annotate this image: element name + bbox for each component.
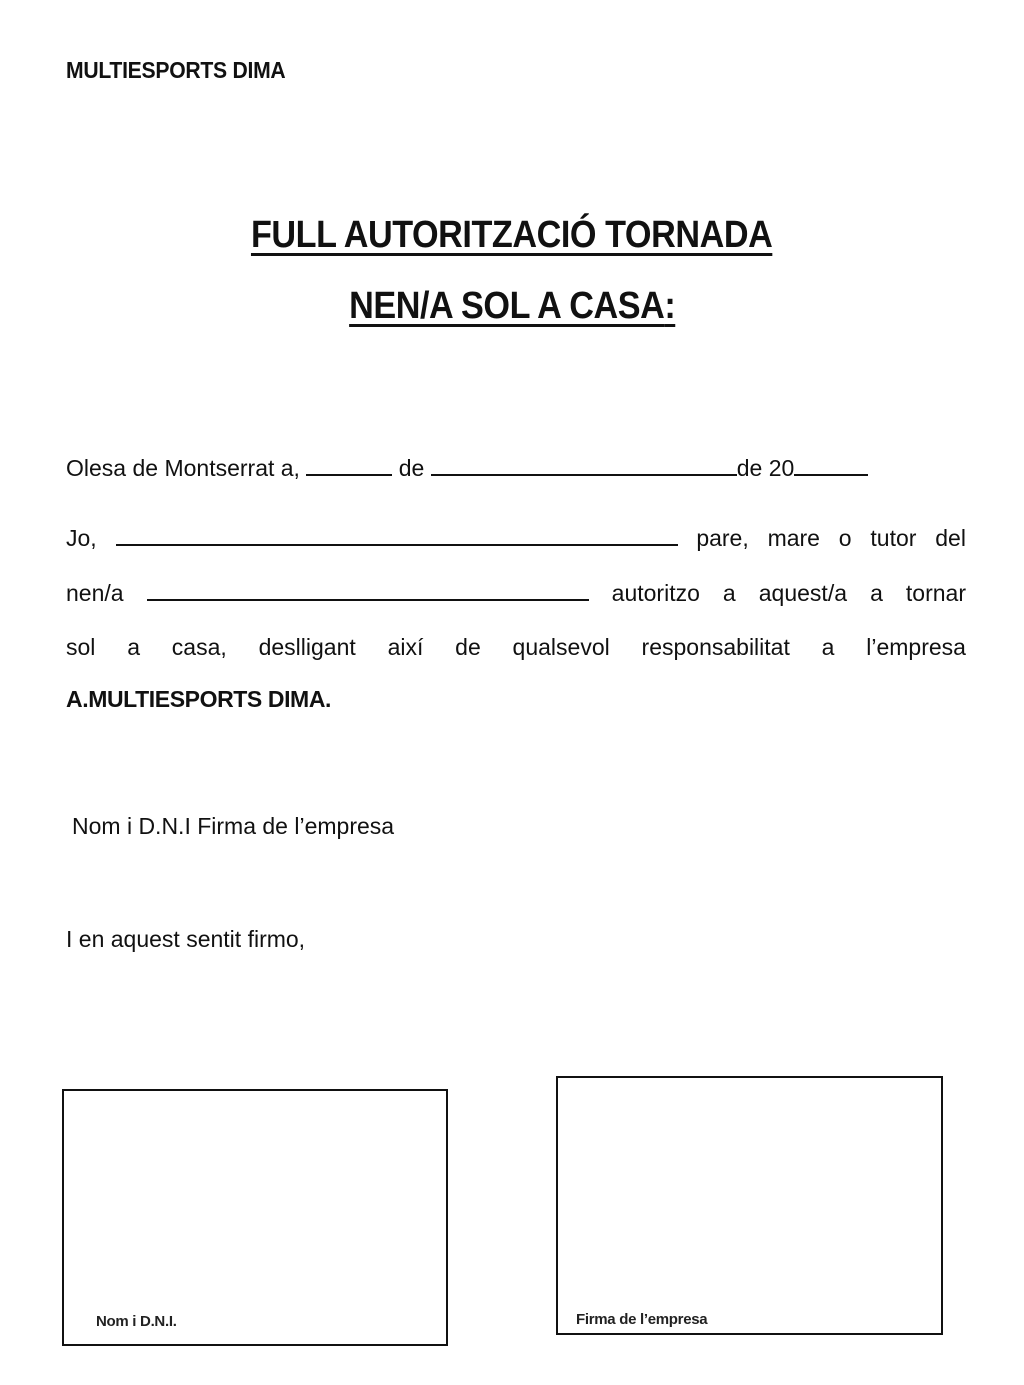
document-title-line-1 xyxy=(0,214,1024,257)
word: sol xyxy=(66,634,96,660)
title-colon: : xyxy=(664,285,676,327)
signature-box-label: Firma de l’empresa xyxy=(576,1311,708,1328)
place-label: Olesa de Montserrat a, xyxy=(66,455,300,481)
day-field[interactable] xyxy=(306,454,392,476)
word: a xyxy=(722,580,736,606)
child-name-field[interactable] xyxy=(147,579,589,601)
word: autoritzo xyxy=(611,580,700,606)
word: tornar xyxy=(905,580,966,606)
word: a xyxy=(127,634,140,660)
word: a xyxy=(870,580,883,606)
word: l’empresa xyxy=(866,634,966,660)
word: així xyxy=(387,634,424,660)
word: casa, xyxy=(171,634,227,660)
title-text-1: FULL AUTORITZACIÓ TORNADA xyxy=(251,214,773,256)
de-label: de xyxy=(398,455,425,481)
signature-box-label: Nom i D.N.I. xyxy=(96,1313,177,1330)
body-line-2 xyxy=(66,579,966,607)
date-line xyxy=(66,454,868,482)
title-text-2-main: NEN/A SOL A CASA xyxy=(348,285,665,327)
title-text-2 xyxy=(349,285,675,328)
company-name: A.MULTIESPORTS DIMA. xyxy=(66,686,332,712)
year-field[interactable] xyxy=(794,454,868,476)
word: qualsevol xyxy=(512,634,610,660)
word: de xyxy=(455,634,481,660)
body-line-1 xyxy=(66,524,966,552)
word: deslligant xyxy=(258,634,356,660)
nena-label: nen/a xyxy=(66,580,124,606)
closing-text: I en aquest sentit firmo, xyxy=(66,926,306,952)
organization-header: MULTIESPORTS DIMA xyxy=(66,57,286,83)
signature-box-guardian[interactable] xyxy=(62,1089,448,1346)
word: responsabilitat xyxy=(641,634,790,660)
year-prefix-label: de 20 xyxy=(736,455,795,481)
signature-box-company[interactable] xyxy=(556,1076,943,1335)
document-title-line-2 xyxy=(0,285,1024,328)
word: del xyxy=(935,525,966,551)
guardian-name-field[interactable] xyxy=(116,524,678,546)
signature-caption: Nom i D.N.I Firma de l’empresa xyxy=(72,813,395,839)
word: aquest/a xyxy=(758,580,848,606)
month-field[interactable] xyxy=(431,454,737,476)
body-line-3 xyxy=(66,634,966,661)
word: a xyxy=(821,634,835,660)
word: tutor xyxy=(870,525,917,551)
word: o xyxy=(838,525,852,551)
word: mare xyxy=(767,525,820,551)
word: pare, xyxy=(696,525,749,551)
jo-label: Jo, xyxy=(66,525,97,551)
